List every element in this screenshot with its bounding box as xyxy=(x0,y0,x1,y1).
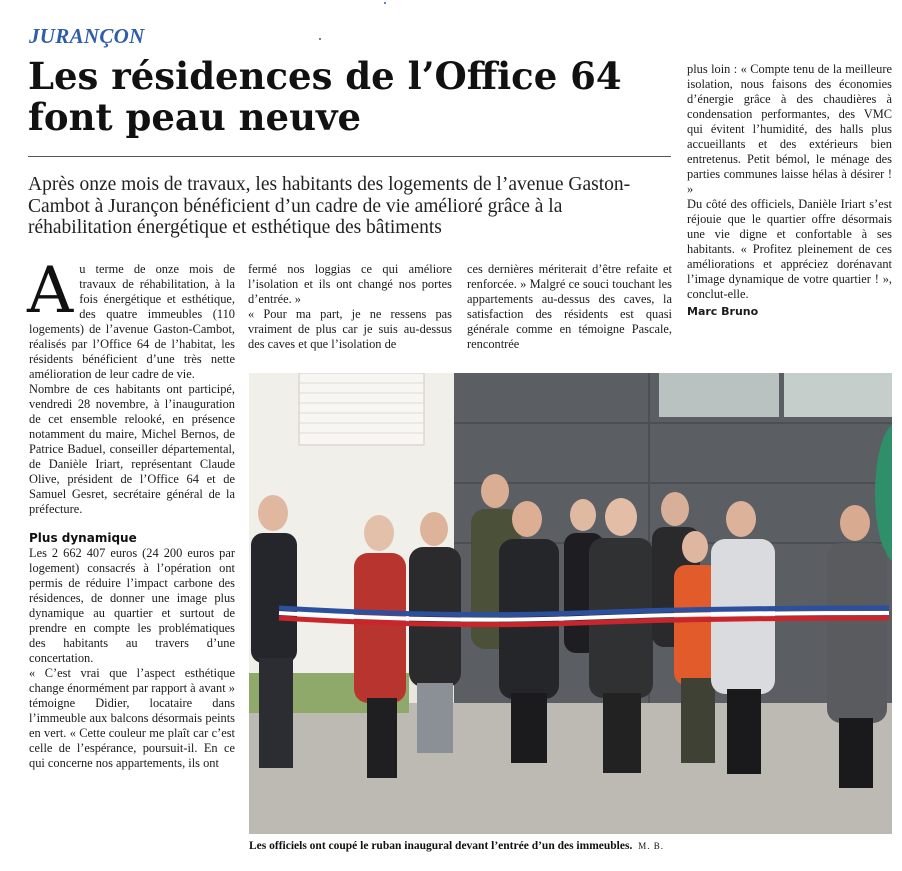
print-speck xyxy=(319,38,321,40)
headline-rule xyxy=(28,156,671,157)
caption-text: Les officiels ont coupé le ruban inaugural devant l’entrée d’un des immeubles. xyxy=(249,840,633,852)
article-lead: Après onze mois de travaux, les habitants des logements de l’avenue Gaston-Cambot à Jurançon bénéficient d’un cadre de vie amélioré grâce à la réhabilitation énergétique et esthétique des bâtiments xyxy=(28,174,631,238)
paragraph: « Pour ma part, je ne ressens pas vraiment de plus car je suis au-dessus des caves et que l’isolation de xyxy=(248,307,452,351)
ribbon-cutting-photo xyxy=(249,373,892,834)
photo-caption xyxy=(249,840,892,852)
paragraph: fermé nos loggias ce qui améliore l’isolation et ils ont changé nos portes d’entrée. » xyxy=(248,262,452,306)
paragraph-text: u terme de onze mois de travaux de réhabilitation, à la fois énergétique et esthétique, des quatre immeubles (110 logements) de l’avenue Gaston-Cambot, réalisés par l’Office 64 de l’habitat, les résidents bénéficient d’une très nette amélioration de leur cadre de vie. xyxy=(29,262,235,381)
article-headline: Les résidences de l’Office 64 font peau neuve xyxy=(28,54,622,139)
article-column-3 xyxy=(467,262,672,352)
article-column-4 xyxy=(687,62,892,319)
author-signature: Marc Bruno xyxy=(687,305,759,318)
paragraph: Nombre de ces habitants ont participé, vendredi 28 novembre, à l’inauguration de cet ensemble relooké, en présence notamment du maire, Michel Bernos, de Patrice Baduel, conseiller départemental, de Danièle Iriart, représentant Claude Olive, président de l’Office 64 et de Samuel Gesret, secrétaire général de la préfecture. xyxy=(29,382,235,516)
subheading: Plus dynamique xyxy=(29,531,137,545)
article-column-2 xyxy=(248,262,452,352)
paragraph: Les 2 662 407 euros (24 200 euros par logement) consacrés à l’opération ont permis de réduire l’impact carbone des résidences, de donner une image plus dynamique au quartier et surtout de prendre en compte les problématiques des habitants au travers d’une concertation. xyxy=(29,546,235,665)
paragraph: Du côté des officiels, Danièle Iriart s’est réjouie que le quartier offre désormais une vie digne et confortable à ses habitants. « Profitez pleinement de ces améliorations et appréciez dorénavant l’image dynamique de votre quartier ! », conclut-elle. xyxy=(687,197,892,301)
article-column-1 xyxy=(27,254,235,771)
drop-cap: A xyxy=(27,254,74,328)
paragraph xyxy=(27,254,235,382)
paragraph: « C’est vrai que l’aspect esthétique change énormément par rapport à avant » témoigne Didier, locataire dans l’immeuble aux balcons désormais peints en vert. « Cette couleur me plaît car c’est celle de l’espérance, poursuit-il. En ce qui concerne nos appartements, ils ont xyxy=(29,666,235,770)
paragraph: plus loin : « Compte tenu de la meilleure isolation, nous faisons des économies d’énergie grâce à des chaudières à condensation performantes, des VMC qui évitent l’humidité, des halls plus accueillants et des extérieurs bien entretenus. Petit bémol, le ménage des parties communes laisse hélas à désirer ! » xyxy=(687,62,892,196)
section-kicker: JURANÇON xyxy=(29,24,145,48)
paragraph: ces dernières mériterait d’être refaite et renforcée. » Malgré ce souci touchant les appartements au-dessus des caves, la satisfaction des résidents est quasi générale comme en témoigne Pascale, rencontrée xyxy=(467,262,672,351)
article-photo xyxy=(249,373,892,834)
photo-credit: M. B. xyxy=(638,841,664,851)
print-speck xyxy=(384,2,386,4)
